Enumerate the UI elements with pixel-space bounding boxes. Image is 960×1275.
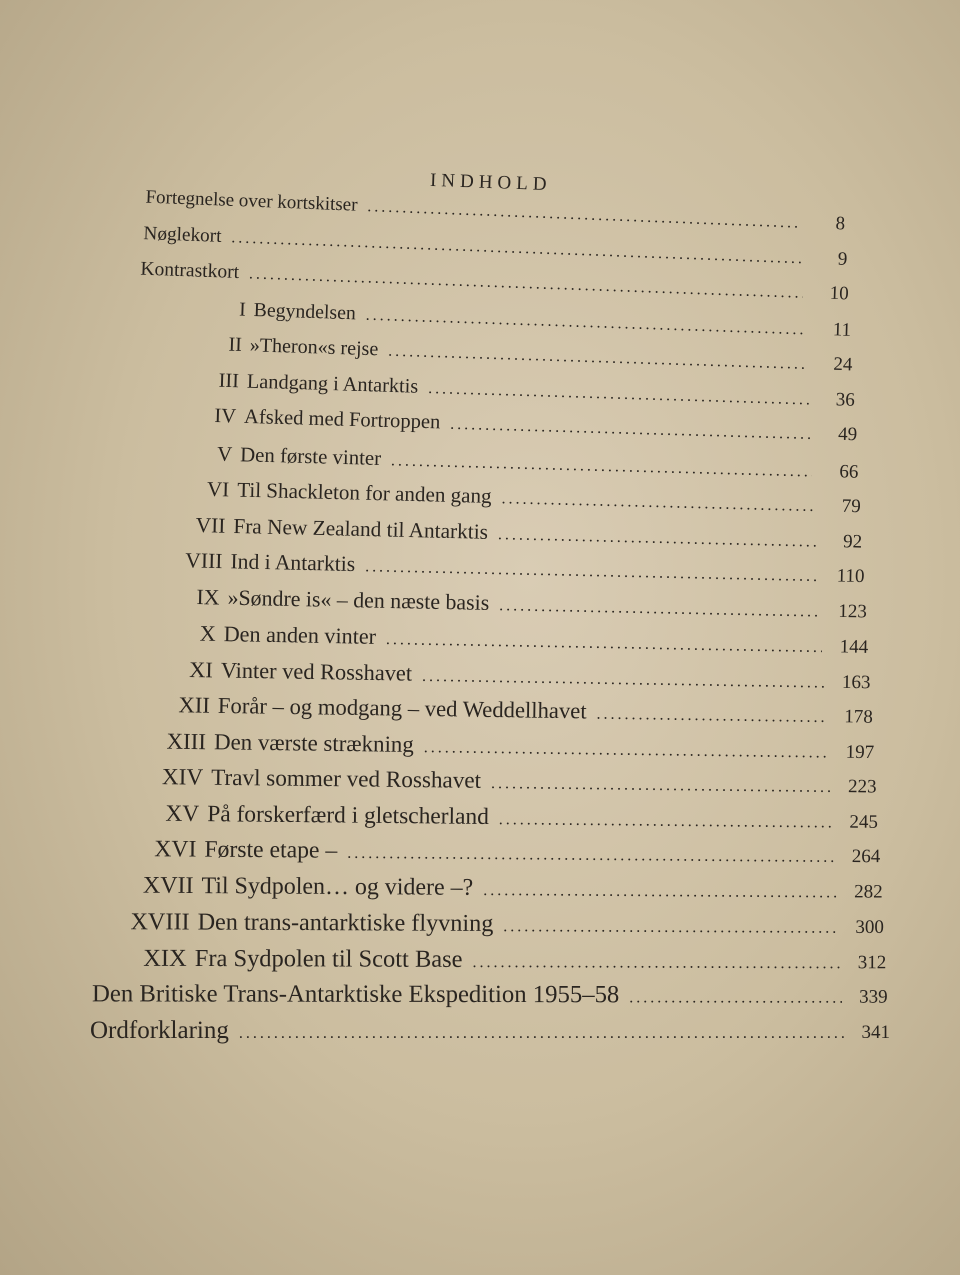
page-number: 300 <box>855 916 885 938</box>
page-number: 66 <box>839 460 859 483</box>
chapter-number: VII <box>195 512 227 538</box>
entry-title: Den trans-antarktiske flyvning <box>197 908 494 938</box>
page-number: 178 <box>843 706 873 728</box>
toc-entry <box>92 980 888 1017</box>
entry-title: »Theron«s rejse <box>249 334 380 361</box>
page-number: 163 <box>841 671 871 693</box>
entry-title: Den første vinter <box>240 441 382 470</box>
entry-title: Nøglekort <box>142 222 222 247</box>
page-number: 282 <box>853 880 883 903</box>
page-number: 223 <box>847 776 877 798</box>
entry-title: Til Sydpolen… og videre –? <box>200 872 473 901</box>
dot-leader <box>347 845 834 867</box>
chapter-number: X <box>199 620 217 646</box>
entry-title: Travl sommer ved Rosshavet <box>210 764 481 794</box>
entry-title: Til Shackleton for anden gang <box>236 477 492 508</box>
page-number: 245 <box>849 811 879 833</box>
table-of-contents <box>90 186 890 1052</box>
chapter-number: XVIII <box>130 908 190 936</box>
dot-leader <box>365 558 819 586</box>
toc-entry <box>102 836 881 878</box>
page-number: 197 <box>845 741 875 763</box>
dot-leader <box>239 1025 844 1043</box>
toc-entry <box>99 872 882 913</box>
entry-title: Den anden vinter <box>223 621 377 649</box>
entry-title: Ind i Antarktis <box>230 549 356 577</box>
page-number: 10 <box>829 282 850 305</box>
entry-title: Vinter ved Rosshavet <box>220 656 413 686</box>
toc-entry <box>95 944 886 982</box>
entry-title: Første etape – <box>204 836 338 864</box>
entry-title: Den Britiske Trans-Antarktiske Ekspedition 1955–58 <box>92 980 620 1009</box>
dot-leader <box>498 526 817 551</box>
page-number: 312 <box>857 951 887 973</box>
dot-leader <box>422 667 825 692</box>
entry-title: Fortegnelse over kortskitser <box>145 186 358 216</box>
page-number: 341 <box>861 1021 890 1043</box>
dot-leader <box>630 989 842 1007</box>
entry-title: »Søndre is« – den næste basis <box>227 585 490 615</box>
chapter-number: XII <box>177 692 210 718</box>
dot-leader <box>499 811 832 832</box>
dot-leader <box>491 775 831 797</box>
page-number: 11 <box>832 318 852 341</box>
chapter-number: V <box>217 441 233 466</box>
dot-leader <box>483 881 837 901</box>
dot-leader <box>424 739 829 762</box>
entry-title: Forår – og modgang – ved Weddellhavet <box>217 692 587 724</box>
entry-title: På forskerfærd i gletscherland <box>207 800 490 830</box>
chapter-number: XI <box>188 656 213 682</box>
page-number: 24 <box>833 353 854 376</box>
dot-leader <box>501 490 815 516</box>
chapter-number: XIV <box>161 764 204 791</box>
toc-entry <box>97 908 884 947</box>
page-number: 339 <box>859 986 889 1008</box>
page-number: 79 <box>841 495 861 518</box>
chapter-number: IX <box>195 584 220 610</box>
entry-title: Ordforklaring <box>90 1016 229 1044</box>
entry-title: Afsked med Fortroppen <box>243 405 441 434</box>
chapter-number: XV <box>165 800 200 827</box>
chapter-number: XIX <box>142 944 187 972</box>
page-number: 8 <box>835 213 846 235</box>
chapter-number: VI <box>206 476 230 502</box>
page-number: 49 <box>837 423 858 446</box>
dot-leader <box>499 597 821 621</box>
entry-title: Fra Sydpolen til Scott Base <box>194 944 463 973</box>
dot-leader <box>503 918 838 938</box>
chapter-number: II <box>228 333 243 357</box>
chapter-number: VIII <box>185 548 223 574</box>
dot-leader <box>472 953 840 972</box>
page-number: 92 <box>843 530 863 553</box>
chapter-number: III <box>218 369 240 392</box>
page-number: 9 <box>837 248 848 270</box>
entry-title: Fra New Zealand til Antarktis <box>233 513 489 544</box>
entry-title: Landgang i Antarktis <box>246 370 419 398</box>
dot-leader <box>367 198 799 233</box>
dot-leader <box>596 706 827 727</box>
entry-title: Den værste strækning <box>214 728 415 757</box>
page-number: 264 <box>851 846 881 868</box>
entry-title: Kontrastkort <box>140 258 240 284</box>
chapter-number: XVII <box>142 872 194 899</box>
chapter-number: XVI <box>154 836 197 863</box>
chapter-number: I <box>238 297 246 321</box>
chapter-number: XIII <box>166 728 207 754</box>
page-number: 36 <box>835 388 856 411</box>
chapter-number: IV <box>213 405 237 428</box>
toc-entry <box>90 1017 890 1053</box>
dot-leader <box>386 631 823 657</box>
entry-title: Begyndelsen <box>253 298 356 324</box>
page-number: 110 <box>836 565 865 588</box>
dot-leader <box>391 452 813 481</box>
page-number: 144 <box>839 636 869 658</box>
dot-leader <box>450 416 811 444</box>
page-number: 123 <box>837 600 867 622</box>
toc-title: INDHOLD <box>429 169 552 196</box>
